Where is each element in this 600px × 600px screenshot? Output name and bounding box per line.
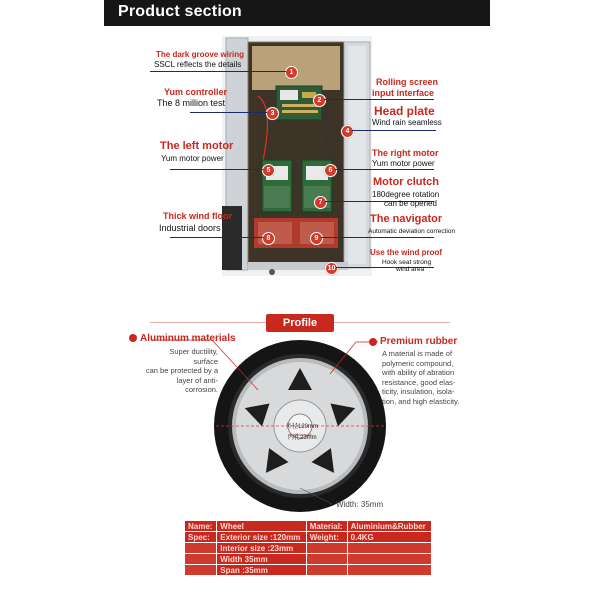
table-cell	[306, 543, 347, 554]
rubber-line: A material is made of	[382, 349, 453, 358]
callout-navigator-title: The navigator	[370, 213, 443, 225]
table-cell	[185, 543, 217, 554]
leader-line-4	[352, 130, 436, 131]
table-row	[185, 554, 432, 565]
profile-heading: Profile	[266, 314, 334, 332]
marker-2: 2	[313, 94, 326, 107]
callout-right-motor-subtitle: Yum motor power	[372, 159, 435, 168]
leader-line-1	[150, 71, 286, 72]
table-cell: 0.4KG	[347, 532, 431, 543]
marker-10: 10	[325, 262, 338, 275]
table-cell: Interior size :23mm	[217, 543, 306, 554]
spec-table	[184, 520, 432, 576]
rubber-line: polymeric compound,	[382, 358, 454, 368]
rubber-line: resistance, good elas-	[382, 377, 456, 387]
leader-line-9	[321, 237, 434, 238]
callout-rolling-title: Rolling screen	[376, 77, 439, 87]
leader-line-3	[190, 112, 267, 113]
table-cell	[185, 554, 217, 565]
table-cell: Wheel	[217, 521, 306, 532]
callout-head-plate-title: Head plate	[374, 104, 435, 118]
aluminum-bullet-icon	[126, 331, 140, 345]
callout-motor-clutch-subtitle2: can be opened	[384, 199, 437, 208]
leader-line-6	[335, 169, 434, 170]
width-note: Width: 35mm	[336, 500, 384, 509]
table-cell	[347, 554, 431, 565]
callout-right-motor-title: The right motor	[372, 148, 439, 158]
rubber-line: with ability of abration	[382, 368, 455, 377]
rubber-description	[382, 349, 472, 406]
marker-3: 3	[266, 107, 279, 120]
table-cell	[347, 565, 431, 576]
table-cell	[347, 543, 431, 554]
marker-5: 5	[262, 164, 275, 177]
callout-wind-floor-subtitle: Industrial doors	[159, 223, 221, 233]
table-cell	[306, 554, 347, 565]
aluminum-pointer	[150, 338, 270, 398]
rubber-line: ticity, insulation, isola-	[382, 387, 455, 396]
marker-4: 4	[341, 125, 354, 138]
table-cell: Spec:	[185, 532, 217, 543]
marker-9: 9	[310, 232, 323, 245]
table-cell	[306, 565, 347, 576]
table-cell: Span :35mm	[217, 565, 306, 576]
callout-dark-groove-title: The dark groove wiring	[156, 50, 245, 59]
callout-left-motor-title: The left motor	[160, 140, 234, 152]
callout-head-plate-subtitle: Wind rain seamless	[372, 118, 442, 127]
callout-navigator-subtitle: Automatic deviation correction	[368, 228, 456, 235]
aluminum-line: layer of anti-corrosion.	[176, 375, 218, 394]
callout-wind-proof-title: Use the wind proof	[370, 248, 442, 257]
callout-motor-clutch-title: Motor clutch	[373, 176, 439, 188]
leader-line-5	[170, 169, 263, 170]
table-cell: Width 35mm	[217, 554, 306, 565]
inner-dimension-label: 内孔23mm	[288, 435, 317, 441]
callout-yum-controller-title: Yum controller	[164, 87, 228, 97]
table-cell: Exterior size :120mm	[217, 532, 306, 543]
aluminum-line: Super ductility, surface	[169, 347, 218, 366]
page-title: Product section	[118, 3, 242, 20]
table-row	[185, 521, 432, 532]
leader-line-8	[170, 237, 263, 238]
table-cell: Material:	[306, 521, 347, 532]
rubber-title: Premium rubber	[380, 336, 458, 347]
table-row	[185, 532, 432, 543]
marker-8: 8	[262, 232, 275, 245]
table-cell: Name:	[185, 521, 217, 532]
callout-motor-clutch-subtitle1: 180degree rotation	[372, 190, 440, 199]
table-row	[185, 565, 432, 576]
table-cell: Aluminium&Rubber	[347, 521, 431, 532]
table-cell	[185, 565, 217, 576]
callout-dark-groove-subtitle: SSCL reflects the details	[154, 60, 242, 69]
marker-7: 7	[314, 196, 327, 209]
callout-wind-floor-title: Thick wind floor	[163, 211, 232, 221]
rubber-line: tion, and high elasticity.	[382, 396, 460, 406]
marker-1: 1	[285, 66, 298, 79]
table-row	[185, 543, 432, 554]
leader-line-2	[324, 99, 434, 100]
table-cell: Weight:	[306, 532, 347, 543]
callout-yum-controller-subtitle: The 8 million test	[157, 98, 226, 108]
callout-left-motor-subtitle: Yum motor power	[161, 154, 224, 163]
callout-rolling-subtitle: input interface	[372, 88, 435, 98]
callout-wind-proof-subtitle1: Hook seat strong	[382, 259, 432, 266]
callout-wind-proof-subtitle2: wind area	[396, 266, 425, 273]
aluminum-line: can be protected by a	[145, 366, 218, 375]
outer-dimension-label: 外径120mm	[286, 424, 319, 430]
marker-6: 6	[324, 164, 337, 177]
aluminum-title: Aluminum materials	[140, 333, 236, 344]
rubber-pointer	[320, 340, 380, 380]
